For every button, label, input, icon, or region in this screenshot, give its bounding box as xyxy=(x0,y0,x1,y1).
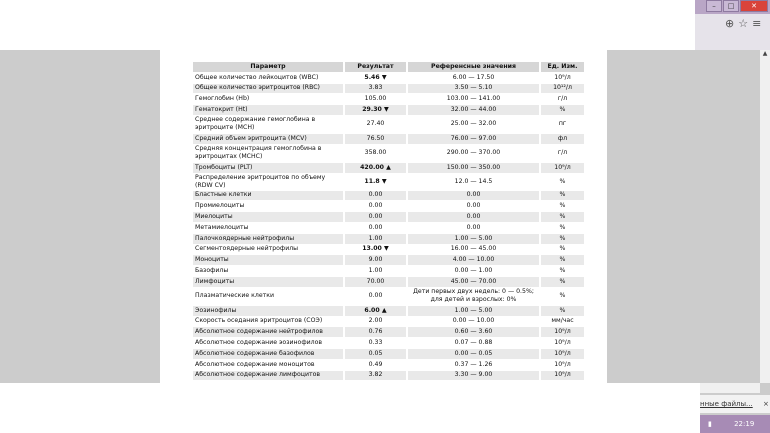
cell-parameter: Базофилы xyxy=(195,267,229,275)
cell-reference: 103.00 — 141.00 xyxy=(446,95,501,103)
cell-unit: 10⁹/л xyxy=(541,163,584,173)
cell-result: 9.00 xyxy=(345,255,406,265)
cell-unit: % xyxy=(559,177,566,185)
cell-result: 0.00 xyxy=(368,292,383,300)
table-row xyxy=(193,223,584,233)
cell-parameter: Гемоглобин (Hb) xyxy=(195,95,250,103)
cell-unit: 10⁹/л xyxy=(554,360,571,368)
table-row xyxy=(193,105,584,115)
cell-parameter: Эозинофилы xyxy=(193,306,343,316)
cell-result: 0.00 xyxy=(345,191,406,201)
cell-reference: 45.00 — 70.00 xyxy=(408,277,539,287)
table-row xyxy=(193,191,584,201)
cell-result: 105.00 xyxy=(364,95,387,103)
column-header-reference: Референсные значения xyxy=(408,62,539,72)
table-row xyxy=(193,306,584,316)
column-header-parameter: Параметр xyxy=(193,62,343,72)
table-row xyxy=(193,338,584,348)
cell-parameter: Миелоциты xyxy=(193,212,343,222)
cell-reference: 0.00 — 10.00 xyxy=(452,317,495,325)
cell-result: 1.00 xyxy=(368,267,383,275)
cell-parameter: Тромбоциты (PLT) xyxy=(193,163,343,173)
cell-parameter: Абсолютное содержание базофилов xyxy=(193,349,343,359)
cell-unit: % xyxy=(541,277,584,287)
cell-parameter: Моноциты xyxy=(193,255,343,265)
cell-result: 29.30 ▼ xyxy=(345,105,406,115)
table-row xyxy=(193,94,584,104)
minimize-button[interactable]: – xyxy=(706,0,722,12)
cell-unit: % xyxy=(559,202,566,210)
blood-test-table xyxy=(191,61,586,381)
cell-reference: 4.00 — 10.00 xyxy=(408,255,539,265)
vertical-scrollbar[interactable] xyxy=(760,50,770,383)
cell-reference: 290.00 — 370.00 xyxy=(446,149,501,157)
cell-parameter: Абсолютное содержание нейтрофилов xyxy=(193,327,343,337)
table-row xyxy=(193,317,584,327)
cell-parameter: Метамиелоциты xyxy=(195,223,249,231)
table-row xyxy=(193,371,584,381)
table-row xyxy=(193,174,584,190)
cell-reference: 0.00 xyxy=(466,223,481,231)
table-row xyxy=(193,245,584,255)
cell-result: 76.50 xyxy=(345,134,406,144)
cell-result: 0.05 xyxy=(345,349,406,359)
cell-unit: % xyxy=(559,223,566,231)
table-row xyxy=(193,134,584,144)
cell-unit: мм/час xyxy=(551,317,574,325)
cell-result: 0.00 xyxy=(368,202,383,210)
table-row xyxy=(193,212,584,222)
cell-reference: 16.00 — 45.00 xyxy=(450,245,497,253)
cell-unit: 10⁹/л xyxy=(554,339,571,347)
column-header-result: Результат xyxy=(345,62,406,72)
menu-icon[interactable]: ≡ xyxy=(752,17,762,30)
cell-unit: % xyxy=(541,105,584,115)
table-row xyxy=(193,255,584,265)
cell-parameter: Общее количество лейкоцитов (WBC) xyxy=(195,73,319,81)
cell-reference: 76.00 — 97.00 xyxy=(408,134,539,144)
cell-parameter: Средняя концентрация гемоглобина в эритроцитах (MCHC) xyxy=(195,145,322,161)
table-row xyxy=(193,266,584,276)
cell-result: 5.46 ▼ xyxy=(364,73,387,81)
table-row xyxy=(193,277,584,287)
cell-parameter: Бластные клетки xyxy=(193,191,343,201)
cell-result: 3.82 xyxy=(345,371,406,381)
cell-reference: Дети первых двух недель: 0 — 0.5%; для детей и взрослых: 0% xyxy=(413,288,534,304)
cell-unit: г/л xyxy=(557,95,568,103)
cell-reference: 1.00 — 5.00 xyxy=(408,306,539,316)
downloads-close-button[interactable]: × xyxy=(762,400,769,408)
cell-unit: % xyxy=(559,267,566,275)
cell-result: 1.00 xyxy=(345,234,406,244)
cell-result: 420.00 ▲ xyxy=(345,163,406,173)
cell-unit: 10⁹/л xyxy=(541,327,584,337)
cell-result: 0.00 xyxy=(345,212,406,222)
star-icon[interactable]: ☆ xyxy=(738,17,749,30)
cell-parameter: Плазматические клетки xyxy=(195,292,275,300)
maximize-button[interactable]: □ xyxy=(723,0,739,12)
document-page xyxy=(160,50,607,383)
close-button[interactable]: ✕ xyxy=(740,0,768,12)
cell-result: 13.00 ▼ xyxy=(362,245,389,253)
downloads-bar xyxy=(700,395,770,413)
cell-parameter: Абсолютное содержание лимфоцитов xyxy=(193,371,343,381)
cell-reference: 3.30 — 9.00 xyxy=(408,371,539,381)
cell-reference: 32.00 — 44.00 xyxy=(408,105,539,115)
cell-reference: 25.00 — 32.00 xyxy=(450,120,497,128)
cell-reference: 3.50 — 5.10 xyxy=(408,84,539,94)
cell-unit: % xyxy=(541,306,584,316)
scroll-up-icon[interactable]: ▲ xyxy=(762,50,768,57)
cell-unit: % xyxy=(559,292,566,300)
cell-unit: % xyxy=(541,191,584,201)
cell-parameter: Сегментоядерные нейтрофилы xyxy=(195,245,299,253)
cell-unit: 10⁹/л xyxy=(541,349,584,359)
cell-parameter: Гематокрит (Ht) xyxy=(193,105,343,115)
table-row xyxy=(193,145,584,162)
cell-parameter: Абсолютное содержание эозинофилов xyxy=(195,339,323,347)
cell-reference: 0.60 — 3.60 xyxy=(408,327,539,337)
table-row xyxy=(193,163,584,173)
tray-icon[interactable]: ▮ xyxy=(708,420,712,428)
cell-result: 0.00 xyxy=(368,223,383,231)
column-header-unit: Ед. Изм. xyxy=(541,62,584,72)
cell-unit: % xyxy=(541,212,584,222)
cell-unit: 10⁹/л xyxy=(554,73,571,81)
cell-reference: 1.00 — 5.00 xyxy=(408,234,539,244)
cell-reference: 0.00 — 1.00 xyxy=(454,267,493,275)
cell-reference: 0.00 xyxy=(408,212,539,222)
cell-result: 0.49 xyxy=(368,360,383,368)
cell-parameter: Лимфоциты xyxy=(193,277,343,287)
cell-parameter: Палочкоядерные нейтрофилы xyxy=(193,234,343,244)
cell-unit: фл xyxy=(541,134,584,144)
downloads-link[interactable]: нные файлы... xyxy=(700,400,753,408)
cell-result: 0.76 xyxy=(345,327,406,337)
cell-reference: 0.00 xyxy=(408,191,539,201)
table-row xyxy=(193,288,584,305)
redacted-area-top xyxy=(0,0,695,50)
redacted-area-bottom xyxy=(0,383,700,433)
table-row xyxy=(193,327,584,337)
cell-parameter: Абсолютное содержание моноцитов xyxy=(195,360,315,368)
cell-reference: 6.00 — 17.50 xyxy=(452,73,495,81)
cell-reference: 0.00 xyxy=(466,202,481,210)
cell-parameter: Средний объем эритроцита (MCV) xyxy=(193,134,343,144)
cell-unit: г/л xyxy=(557,149,568,157)
cell-unit: % xyxy=(541,255,584,265)
clock: 22:19 xyxy=(734,420,755,428)
taskbar xyxy=(700,415,770,433)
cell-result: 27.40 xyxy=(366,120,385,128)
table-row xyxy=(193,360,584,370)
cell-parameter: Скорость оседания эритроцитов (СОЭ) xyxy=(195,317,323,325)
cell-unit: 10⁹/л xyxy=(541,371,584,381)
cell-result: 6.00 ▲ xyxy=(345,306,406,316)
cell-unit: пг xyxy=(558,120,567,128)
cell-reference: 150.00 — 350.00 xyxy=(408,163,539,173)
cell-reference: 0.00 — 0.05 xyxy=(408,349,539,359)
cell-unit: % xyxy=(541,234,584,244)
cell-unit: % xyxy=(559,245,566,253)
zoom-icon[interactable]: ⊕ xyxy=(725,17,735,30)
cell-reference: 0.07 — 0.88 xyxy=(454,339,493,347)
cell-reference: 0.37 — 1.26 xyxy=(454,360,493,368)
cell-reference: 12.0 — 14.5 xyxy=(454,177,493,185)
table-row xyxy=(193,201,584,211)
table-row xyxy=(193,84,584,94)
cell-result: 0.33 xyxy=(368,339,383,347)
cell-result: 2.00 xyxy=(368,317,383,325)
table-row xyxy=(193,73,584,83)
table-row xyxy=(193,349,584,359)
table-row xyxy=(193,116,584,133)
cell-result: 70.00 xyxy=(345,277,406,287)
cell-parameter: Общее количество эритроцитов (RBC) xyxy=(193,84,343,94)
cell-result: 358.00 xyxy=(364,149,387,157)
table-row xyxy=(193,234,584,244)
cell-result: 3.83 xyxy=(345,84,406,94)
cell-parameter: Распределение эритроцитов по объему (RDW CV) xyxy=(195,173,326,189)
cell-parameter: Среднее содержание гемоглобина в эритроците (MCH) xyxy=(195,116,316,132)
cell-parameter: Промиелоциты xyxy=(195,202,245,210)
cell-result: 11.8 ▼ xyxy=(364,177,387,185)
cell-unit: 10¹²/л xyxy=(541,84,584,94)
